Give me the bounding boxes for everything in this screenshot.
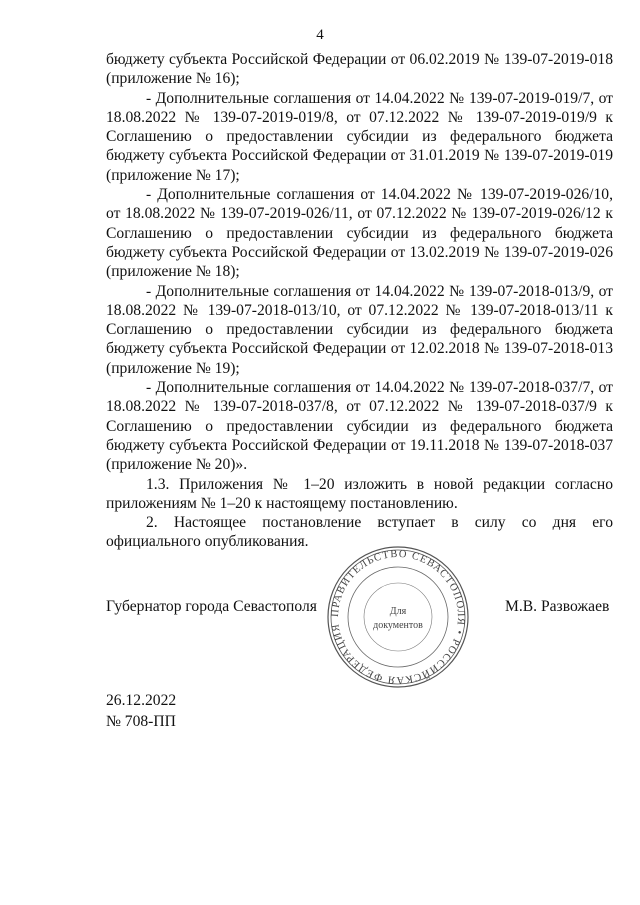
paragraph: - Дополнительные соглашения от 14.04.2022 № 139-07-2018-037/7, от 18.08.2022 № 139-07-2018-037/8, от 07.12.2022 № 139-07-2018-037/9 к Соглашению о предоставлении субсидии из федерального бюджета бюджету субъекта Российской Федерации от 19.11.2018 № 139-07-2018-037 (приложение № 20)». (106, 379, 613, 474)
document-body (106, 50, 613, 552)
stamp-center-line2: документов (373, 620, 423, 631)
page-number: 4 (316, 27, 324, 43)
document-number: № 708-ПП (106, 713, 176, 730)
stamp-outer-text: ПРАВИТЕЛЬСТВО СЕВАСТОПОЛЯ • РОССИЙСКАЯ ФЕДЕРАЦИЯ (329, 548, 467, 686)
signatory-name: М.В. Развожаев (505, 598, 610, 615)
official-stamp (325, 544, 471, 690)
stamp-seal-icon (325, 544, 471, 690)
stamp-center-line1: Для (389, 606, 407, 617)
document-date: 26.12.2022 (106, 692, 177, 709)
paragraph: 1.3. Приложения № 1–20 изложить в новой редакции согласно приложениям № 1–20 к настоящему постановлению. (106, 475, 613, 512)
paragraph: - Дополнительные соглашения от 14.04.2022 № 139-07-2018-013/9, от 18.08.2022 № 139-07-2018-013/10, от 07.12.2022 № 139-07-2018-013/11 к Соглашению о предоставлении субсидии из федерального бюджета бюджету субъекта Российской Федерации от 12.02.2018 № 139-07-2018-013 (приложение № 19); (106, 282, 613, 377)
paragraph: бюджету субъекта Российской Федерации от 06.02.2019 № 139-07-2019-018 (приложение № 16); (106, 51, 613, 88)
paragraph: - Дополнительные соглашения от 14.04.2022 № 139-07-2019-026/10, от 18.08.2022 № 139-07-2019-026/11, от 07.12.2022 № 139-07-2019-026/12 к Соглашению о предоставлении субсидии из федерального бюджета бюджету субъекта Российской Федерации от 13.02.2019 № 139-07-2019-026 (приложение № 18); (106, 186, 613, 281)
paragraph: - Дополнительные соглашения от 14.04.2022 № 139-07-2019-019/7, от 18.08.2022 № 139-07-2019-019/8, от 07.12.2022 № 139-07-2019-019/9 к Соглашению о предоставлении субсидии из федерального бюджета бюджету субъекта Российской Федерации от 31.01.2019 № 139-07-2019-019 (приложение № 17); (106, 89, 613, 184)
signatory-position: Губернатор города Севастополя (106, 598, 317, 615)
paragraph: 2. Настоящее постановление вступает в силу со дня его официального опубликования. (106, 514, 613, 551)
